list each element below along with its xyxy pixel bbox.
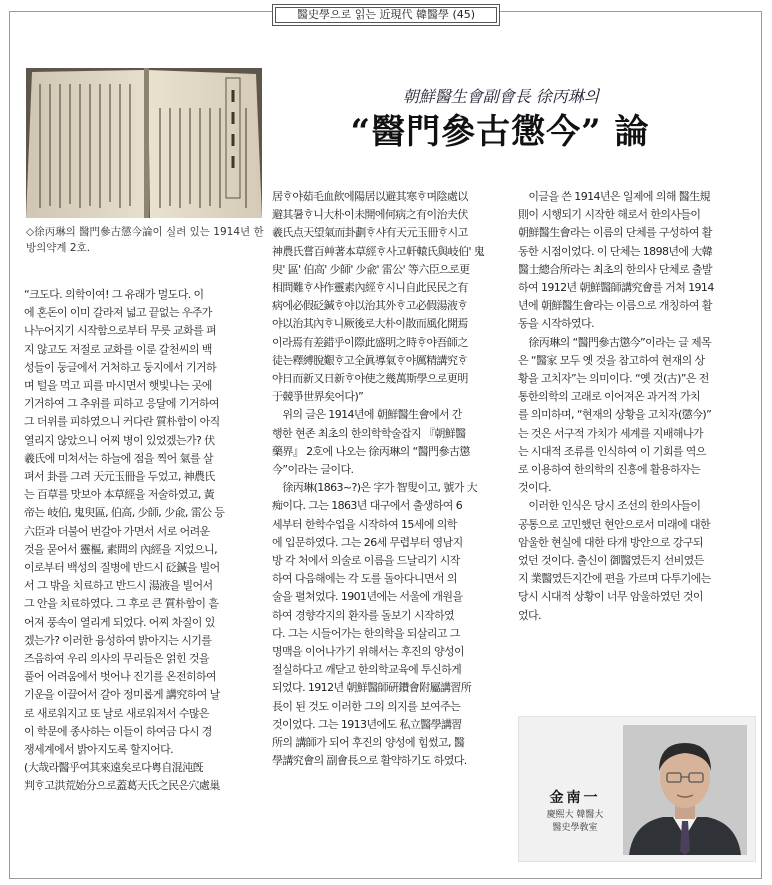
text-line: 로 이용하여 한의학의 진흥에 활용하자는 — [518, 463, 701, 477]
text-line: 위의 글은 1914년에 朝鮮醫生會에서 간 — [272, 408, 462, 422]
author-portrait-image — [623, 725, 747, 855]
text-line: 하여 다음해에는 각 도를 돌아다니면서 의 — [272, 572, 457, 586]
text-line: 徒는釋縛脫艱ᄒᆞ고全眞導氣ᄒᆞ야厲精講究ᄒᆞ — [272, 353, 468, 367]
text-line: 居ᄒᆞ야茹毛血飮에陽居以避其寒ᄒᆞ며陰處以 — [272, 190, 468, 203]
author-name: 金南一 — [549, 790, 601, 806]
text-line: 풀어 어려움에서 벗어나 진기를 온전히하여 — [24, 670, 217, 684]
text-line: 펴서 卦를 그려 天元玉冊을 두었고, 神農氏 — [24, 470, 215, 484]
text-line: 지 않고도 저절로 교화를 이룬 갈천씨의 백 — [24, 342, 212, 356]
text-line: 년에 朝鮮醫生會라는 이름으로 개칭하여 활 — [518, 299, 712, 313]
text-line: 공통으로 고민했던 현안으로서 미래에 대한 — [518, 517, 711, 531]
text-line: 것이었다. 그는 1913년에도 私立醫學講習 — [272, 717, 462, 731]
text-line: 열리지 않았으니 어찌 병이 있었겠는가? 伏 — [24, 433, 215, 447]
text-line: “크도다. 의학이여! 그 유래가 멀도다. 이 — [24, 288, 204, 301]
text-line: (大哉라醫乎여其來遠矣로다粤自混沌旣 — [24, 761, 203, 775]
text-line: 술을 펼쳐었다. 1901년에는 서울에 개원을 — [272, 590, 463, 604]
author-affiliation-line: 醫史學敎室 — [552, 823, 598, 833]
text-line: 황을 고치자”는 의미이다. “옛 것(古)”은 전 — [518, 372, 709, 386]
text-line: 통한의학의 고래로 이어져온 과거적 가치 — [518, 390, 701, 404]
text-line: 기운을 이끌어서 갈아 정미롭게 講究하여 날 — [24, 688, 220, 702]
text-line: 동한 시점이었다. 이 단체는 1898년에 大韓 — [518, 244, 713, 258]
text-line: 은 “醫家 모두 옛 것을 참고하여 현재의 상 — [518, 353, 705, 367]
article-title: “醫門參古懲今” 論 — [350, 112, 650, 152]
text-line: 것이다. — [518, 481, 551, 495]
text-line: 지 業醫였든지간에 편을 가르며 다투기에는 — [518, 572, 711, 586]
text-line: 되었다. 1912년 朝鮮醫師硏鑽會附屬講習所 — [272, 681, 472, 695]
text-line: 所의 講師가 되어 후진의 양성에 힘썼고, 醫 — [272, 736, 465, 750]
author-box — [518, 716, 756, 862]
text-line: 神農氏嘗百艸著本草經ᄒᆞ사고軒轅氏與岐伯' 鬼 — [272, 244, 485, 258]
text-line: 나누어지기 시작함으로부터 무릇 교화를 펴 — [24, 324, 217, 338]
text-line: 서 그 밖을 치료하고 반드시 湯液을 빌어서 — [24, 579, 213, 593]
text-line: 었다. — [518, 608, 541, 622]
text-line: 六臣과 더불어 번갈아 가면서 서로 어려운 — [24, 524, 210, 538]
article-subtitle: 朝鮮醫生會副會長 徐丙琳의 — [402, 87, 600, 106]
text-line: 야以治其內ᄒᆞ니厥後로大朴이散而風化開焉 — [272, 317, 468, 331]
text-line: 동을 시작하였다. — [518, 317, 594, 331]
text-line: 徐丙琳(1863~?)은 字가 智叟이고, 號가 大 — [272, 481, 478, 495]
text-line: 로 새로워지고 또 날로 새로워져서 수많은 — [24, 706, 209, 720]
text-line: 방 각 처에서 의술로 이름을 드날리기 시작 — [272, 554, 460, 568]
text-line: 相問難ᄒᆞ샤作靈素內經ᄒᆞ시니自此民民之有 — [272, 281, 468, 295]
text-line: 하여 1912년 朝鮮醫師講究會를 거쳐 1914 — [518, 281, 714, 295]
text-line: 病에必假砭鍼ᄒᆞ야以治其外ᄒᆞ고必假湯液ᄒᆞ — [272, 299, 468, 313]
text-line: 에 혼돈이 이미 갈라져 넓고 끝없는 우주가 — [24, 306, 212, 320]
text-line: 었던 것이다. 출신이 御醫였든지 선비였든 — [518, 554, 704, 568]
text-line: 避其暑ᄒᆞ니大朴이未開에何病之有이治夫伏 — [272, 208, 468, 222]
text-line: 學講究會의 副會長으로 활약하기도 하였다. — [272, 754, 467, 768]
text-line: 痴이다. 그는 1863년 대구에서 출생하여 6 — [272, 499, 463, 513]
text-line: 今”이라는 글이다. — [272, 463, 354, 477]
author-portrait — [623, 725, 747, 855]
text-line: 그 안을 치료하였다. 그 후로 큰 質朴함이 흩 — [24, 597, 219, 611]
text-line: 를 의미하며, “현재의 상황을 고치자(懲今)” — [518, 408, 712, 422]
text-line: 다. 그는 시들어가는 한의학을 되살리고 그 — [272, 626, 460, 640]
text-line: 羲氏点天望氣而卦劃ᄒᆞ샤有天元玉冊ᄒᆞ시고 — [272, 226, 468, 240]
text-line: 는 것은 서구적 가치가 세계를 지배해나가 — [518, 426, 703, 440]
text-line: 于競爭世界矣어다)” — [272, 390, 364, 404]
text-line: 이러한 인식은 당시 조선의 한의사들이 — [518, 499, 701, 513]
text-line: 어져 풍속이 열리게 되었다. 어찌 차질이 있 — [24, 615, 215, 629]
text-line: 帝는 岐伯, 鬼臾區, 伯高, 少師, 少兪, 雷公 등 — [24, 506, 225, 520]
text-line: 이로부터 백성의 질병에 반드시 砭鍼을 빌어 — [24, 561, 220, 575]
text-line: 는 시대적 조류를 인식하여 이 기회를 역으 — [518, 444, 706, 458]
article-column-3 — [518, 188, 756, 625]
text-line: 判ᄒᆞ고洪荒始分으로蓋葛天氏之民은穴處巢 — [24, 779, 220, 793]
text-line: 는 百草를 맛보아 本草經을 저술하였고, 黃 — [24, 488, 215, 502]
text-line: 야日而新又日新ᄒᆞ야使之幾萬斯學으로更明 — [272, 372, 468, 386]
book-photo — [26, 68, 262, 218]
text-line: 羲氏에 미쳐서는 하늘에 점을 찍어 氣를 살 — [24, 451, 213, 465]
text-line: 암울한 현실에 대한 타개 방안으로 강구되 — [518, 535, 703, 549]
text-line: 臾' 區' 伯高' 少師' 少兪' 雷公' 等六臣으로更 — [272, 262, 470, 276]
text-line: 醫士總合所라는 최초의 한의사 단체로 출발 — [518, 262, 712, 276]
text-line: 長이 된 것도 이러한 그의 의지를 보여주는 — [272, 699, 461, 713]
text-line: 쟁세계에서 밝아지도록 할지어다. — [24, 743, 174, 757]
text-line: 며 털을 먹고 피를 마시면서 햇빛나는 곳에 — [24, 379, 212, 393]
text-line: 것을 묻어서 靈樞, 素問의 內經을 지었으니, — [24, 542, 217, 556]
text-line: 겠는가? 이러한 융성하여 밝아지는 시기를 — [24, 633, 212, 647]
text-line: 세부터 한학수업을 시작하여 15세에 의학 — [272, 517, 457, 531]
text-line: 그 더위를 피하였으니 커다란 質朴함이 아직 — [24, 415, 220, 429]
text-line: 명맥을 이어나가기 위해서는 후진의 양성이 — [272, 645, 465, 659]
text-line: 성들이 둥글에서 거처하고 둥지에서 기거하 — [24, 360, 217, 374]
text-line: 기거하여 그 추위를 피하고 응달에 기거하여 — [24, 397, 219, 411]
author-affiliation — [531, 809, 619, 835]
author-affiliation-line: 慶熙大 韓醫大 — [546, 810, 604, 820]
text-line: 행한 현존 최초의 한의학학술잡지 『朝鮮醫 — [272, 426, 466, 440]
text-line: 朝鮮醫生會라는 이름의 단체를 구성하여 활 — [518, 226, 712, 240]
text-line: 에 입문하였다. 그는 26세 무렵부터 영남지 — [272, 535, 463, 549]
text-line: 이 학문에 종사하는 이들이 하여금 다시 경 — [24, 724, 212, 738]
book-photo-image — [26, 68, 262, 218]
text-line: 이라焉有差錯乎이際此盛明之時ᄒᆞ야吾師之 — [272, 335, 468, 349]
text-line: 則이 시행되기 시작한 해로서 한의사들이 — [518, 208, 701, 222]
text-line: 藥界』 2호에 나오는 徐丙琳의 “醫門參古懲 — [272, 444, 470, 458]
text-line: 하여 경향각지의 환자를 돌보기 시작하였 — [272, 608, 455, 622]
text-line: 이글을 쓴 1914년은 일제에 의해 醫生規 — [518, 190, 710, 203]
article-column-1 — [24, 286, 264, 796]
text-line: 절실하다고 깨닫고 한의학교육에 투신하게 — [272, 663, 462, 677]
photo-caption: ◇徐丙琳의 醫門參古懲今論이 실려 있는 1914년 한방의약계 2호. — [26, 226, 264, 254]
article-column-2 — [272, 188, 510, 771]
text-line: 즈음하여 우리 의사의 무리들은 얽힌 것을 — [24, 652, 209, 666]
text-line: 徐丙琳의 “醫門參古懲今”이라는 글 제목 — [518, 335, 712, 349]
series-header: 醫史學으로 읽는 近現代 韓醫學 (45) — [272, 4, 500, 26]
text-line: 당시 시대적 상황이 너무 암울하였던 것이 — [518, 590, 703, 604]
